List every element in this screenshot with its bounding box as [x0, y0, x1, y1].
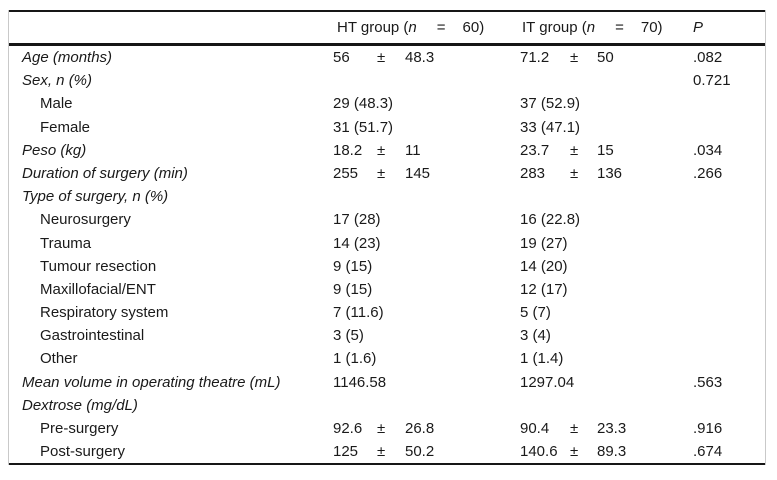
it-mean-value: 16 (22.8) — [520, 211, 581, 229]
ht-sd-value — [405, 92, 520, 115]
it-sd-value — [597, 301, 693, 324]
table-row — [9, 232, 765, 255]
it-sd-value: 50 — [597, 49, 614, 66]
it-plusminus — [570, 394, 597, 417]
table-row — [9, 139, 765, 162]
it-sd-value — [597, 255, 693, 278]
row-label: Peso (kg) — [22, 141, 87, 159]
ht-plusminus — [377, 232, 405, 255]
row-label: Gastrointestinal — [40, 327, 145, 345]
row-label: Age (months) — [22, 49, 113, 66]
ht-mean-value — [333, 185, 377, 208]
it-count: 70) — [640, 19, 663, 36]
ht-plusminus — [377, 185, 405, 208]
ht-n-symbol: n — [408, 19, 417, 36]
p-value — [693, 324, 765, 347]
table-row — [9, 92, 765, 115]
row-label: Duration of surgery (min) — [22, 164, 188, 182]
it-mean-value: 71.2 — [520, 49, 550, 66]
p-value: .916 — [693, 420, 723, 437]
table-row — [9, 324, 765, 347]
it-sd-value — [597, 69, 693, 92]
ht-mean-value: 29 (48.3) — [333, 95, 394, 113]
row-label: Post-surgery — [40, 443, 126, 461]
ht-mean-value: 92.6 — [333, 420, 363, 437]
it-mean-value: 5 (7) — [520, 304, 551, 322]
it-mean-value: 37 (52.9) — [520, 95, 581, 113]
it-plusminus: ± — [570, 164, 579, 182]
ht-plusminus: ± — [377, 443, 386, 461]
ht-plusminus: ± — [377, 141, 386, 159]
it-plusminus: ± — [570, 141, 579, 159]
row-label: Neurosurgery — [40, 211, 131, 229]
table-row — [9, 301, 765, 324]
it-n-symbol: n — [586, 19, 596, 36]
it-plusminus — [570, 116, 597, 139]
table-row — [9, 162, 765, 185]
it-plusminus — [570, 208, 597, 231]
ht-plusminus — [377, 394, 405, 417]
it-sd-value: 15 — [597, 141, 614, 159]
table-bottom-rule — [9, 463, 765, 465]
ht-mean-value: 1146.58 — [333, 373, 387, 391]
p-value: .266 — [693, 164, 723, 182]
ht-sd-value: 11 — [405, 141, 421, 159]
ht-plusminus — [377, 324, 405, 347]
ht-equals-sign: = — [436, 19, 446, 36]
ht-plusminus — [377, 116, 405, 139]
it-plusminus — [570, 232, 597, 255]
ht-plusminus: ± — [377, 420, 386, 437]
p-value — [693, 208, 765, 231]
it-equals-sign: = — [615, 19, 624, 36]
it-sd-value: 89.3 — [597, 443, 627, 461]
ht-sd-value: 26.8 — [405, 420, 435, 437]
p-value — [693, 92, 765, 115]
it-plusminus — [570, 92, 597, 115]
it-group-prefix: IT group ( — [522, 19, 587, 36]
ht-mean-value: 9 (15) — [333, 280, 373, 298]
p-value — [693, 394, 765, 417]
it-sd-value — [597, 371, 693, 394]
p-value — [693, 116, 765, 139]
it-mean-value: 90.4 — [520, 420, 550, 437]
ht-mean-value: 9 (15) — [333, 257, 373, 275]
ht-group-prefix: HT group ( — [337, 19, 409, 36]
ht-sd-value — [405, 394, 520, 417]
table-row — [9, 440, 765, 463]
ht-sd-value — [405, 324, 520, 347]
table-row — [9, 394, 765, 417]
table-row — [9, 371, 765, 394]
it-mean-value — [520, 69, 570, 92]
ht-plusminus — [377, 301, 405, 324]
it-plusminus — [570, 278, 597, 301]
it-plusminus: ± — [570, 49, 579, 66]
p-value: .674 — [693, 443, 723, 461]
it-plusminus: ± — [570, 420, 579, 437]
p-value: .563 — [693, 373, 723, 391]
ht-plusminus: ± — [377, 49, 386, 66]
ht-mean-value: 255 — [333, 164, 359, 182]
p-value — [693, 185, 765, 208]
it-plusminus — [570, 324, 597, 347]
ht-plusminus — [377, 92, 405, 115]
row-label: Other — [40, 350, 78, 368]
it-mean-value — [520, 394, 570, 417]
table-row — [9, 69, 765, 92]
table-row — [9, 278, 765, 301]
ht-count: 60) — [462, 19, 485, 36]
ht-sd-value — [405, 69, 520, 92]
ht-plusminus: ± — [377, 164, 386, 182]
it-mean-value: 19 (27) — [520, 234, 568, 252]
it-mean-value — [520, 185, 570, 208]
it-sd-value — [597, 185, 693, 208]
it-plusminus — [570, 301, 597, 324]
ht-sd-value — [405, 278, 520, 301]
it-mean-value: 3 (4) — [520, 327, 551, 345]
p-value — [693, 278, 765, 301]
it-sd-value: 23.3 — [597, 420, 627, 437]
ht-mean-value — [333, 69, 377, 92]
it-plusminus — [570, 347, 597, 370]
ht-plusminus — [377, 371, 405, 394]
header-label-cell — [9, 12, 333, 43]
table-row — [9, 116, 765, 139]
p-value: .034 — [693, 141, 723, 159]
ht-mean-value: 1 (1.6) — [333, 350, 377, 368]
header-it-group — [520, 12, 693, 43]
ht-mean-value: 18.2 — [333, 141, 363, 159]
row-label: Dextrose (mg/dL) — [22, 396, 138, 414]
row-label: Maxillofacial/ENT — [40, 280, 156, 298]
it-mean-value: 33 (47.1) — [520, 118, 581, 136]
it-plusminus — [570, 255, 597, 278]
it-mean-value: 12 (17) — [520, 280, 568, 298]
ht-mean-value: 3 (5) — [333, 327, 364, 345]
p-value — [693, 301, 765, 324]
ht-mean-value: 56 — [333, 49, 350, 66]
header-ht-group — [333, 12, 520, 43]
table-row — [9, 255, 765, 278]
row-label: Trauma — [40, 234, 92, 252]
ht-sd-value — [405, 208, 520, 231]
it-plusminus — [570, 371, 597, 394]
row-label: Type of surgery, n (%) — [22, 188, 169, 206]
ht-mean-value: 7 (11.6) — [333, 304, 384, 322]
it-mean-value: 23.7 — [520, 141, 550, 159]
ht-sd-value: 145 — [405, 164, 431, 182]
header-p-column: P — [693, 19, 704, 36]
ht-mean-value: 31 (51.7) — [333, 118, 394, 136]
it-sd-value — [597, 394, 693, 417]
p-value: .082 — [693, 49, 723, 66]
row-label: Male — [40, 95, 73, 113]
it-plusminus — [570, 69, 597, 92]
row-label: Mean volume in operating theatre (mL) — [22, 373, 281, 391]
row-label: Female — [40, 118, 91, 136]
it-plusminus: ± — [570, 443, 579, 461]
table-row — [9, 347, 765, 370]
it-mean-value: 140.6 — [520, 443, 558, 461]
clinical-characteristics-table — [8, 10, 766, 465]
ht-plusminus — [377, 208, 405, 231]
ht-sd-value — [405, 371, 520, 394]
it-sd-value — [597, 347, 693, 370]
ht-sd-value — [405, 185, 520, 208]
row-label: Pre-surgery — [40, 420, 119, 437]
row-label: Tumour resection — [40, 257, 157, 275]
it-sd-value — [597, 324, 693, 347]
ht-sd-value — [405, 347, 520, 370]
it-sd-value — [597, 208, 693, 231]
p-value — [693, 232, 765, 255]
it-sd-value — [597, 92, 693, 115]
it-mean-value: 1297.04 — [520, 373, 575, 391]
it-plusminus — [570, 185, 597, 208]
it-sd-value — [597, 116, 693, 139]
it-mean-value: 283 — [520, 164, 546, 182]
ht-plusminus — [377, 278, 405, 301]
ht-sd-value: 48.3 — [405, 49, 435, 66]
table-row — [9, 185, 765, 208]
p-value: 0.721 — [693, 72, 731, 90]
ht-mean-value: 125 — [333, 443, 359, 461]
it-mean-value: 1 (1.4) — [520, 350, 564, 368]
ht-sd-value — [405, 301, 520, 324]
table-row — [9, 417, 765, 440]
it-sd-value — [597, 278, 693, 301]
row-label: Sex, n (%) — [22, 72, 93, 90]
ht-mean-value — [333, 394, 377, 417]
ht-plusminus — [377, 347, 405, 370]
ht-plusminus — [377, 69, 405, 92]
p-value — [693, 255, 765, 278]
it-sd-value — [597, 232, 693, 255]
table-header-row — [9, 12, 765, 43]
ht-sd-value: 50.2 — [405, 443, 435, 461]
it-mean-value: 14 (20) — [520, 257, 568, 275]
ht-sd-value — [405, 255, 520, 278]
row-label: Respiratory system — [40, 304, 169, 322]
ht-mean-value: 14 (23) — [333, 234, 381, 252]
table-row — [9, 208, 765, 231]
ht-sd-value — [405, 232, 520, 255]
ht-plusminus — [377, 255, 405, 278]
ht-sd-value — [405, 116, 520, 139]
it-sd-value: 136 — [597, 164, 623, 182]
table-body — [9, 46, 765, 463]
p-value — [693, 347, 765, 370]
table-row — [9, 46, 765, 69]
ht-mean-value: 17 (28) — [333, 211, 381, 229]
